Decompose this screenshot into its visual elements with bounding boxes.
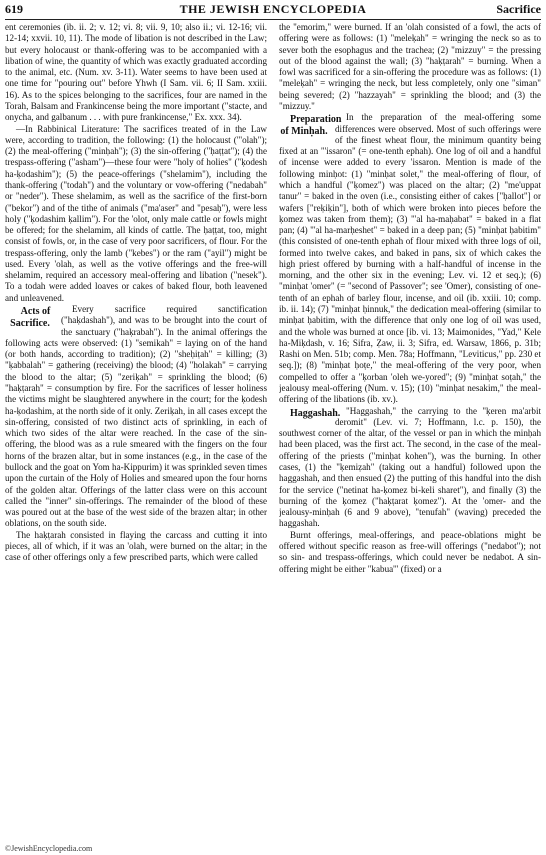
side-heading: Preparation of Minḥah. (280, 114, 342, 138)
paragraph (279, 406, 541, 530)
paragraph-text: In the preparation of the meal-offering some differences were observed. Most of such offerings were of the finest wheat flour, the minimum quantity being fixed at an "'issaron" (= one-tenth ephah). One log of oil and a handful of incense were added to every 'issaron. Mention is made of the following minḥot: (1) "minḥat solet," the meal-offering of flour, of which a handful ("ḳomez") was placed on the altar; (2) "me'uppat tanur" = baked in the oven (i.e., consisting either of cakes ["ḥallot"] or wafers ["reḳiḳin"], both of which were broken into pieces before the ḳomez was taken from them); (3) "'al ha-maḥabat" = baked in a flat pan; (4) "'al ha-marḥeshet" = baked in a deep pan; (5) "minḥat ḥabitim" (this consisted of one-tenth ephah of flour mixed with three logs of oil, formed into twelve cakes, and baked in pans, six of which cakes the high priest offered by burning with a half-handful of incense in the morning, and the other six in the evening; Lev. vi. 12 et seq.); (6) "minḥat 'omer" (= "second of Passover"; see 'Omer), consisting of one-tenth of an ephah of barley flour, incense, and oil (ib. xxiii. 10; comp. ib. ii. 14); (7) "minḥat ḥinnuk," the dedication meal-offering (similar to minḥat ḥabitim, with the difference that only one log of oil was used, and the whole was burned at once [ib. vi. 13; Maimonides, "Yad," Kele ha-Miḳdash, v. 16; Sifra, Ẓaw, ii. 3; Sifra, ed. Warsaw, 1866, p. 31b; Rashi on Men. 51b; comp. Men. 78a; Hoffmann, "Leviticus," pp. 230 et seq.]); (8) "minḥat ḥoṭe," the meal-offering of the very poor, when compelled to offer a "ḳorban 'oleh we-yored"; (9) "minḥat soṭah," the jealousy meal-offering (Num. v. 15); (10) "minḥat nesakim," the meal-offering of the libations (ib. xv.). (279, 112, 541, 405)
header-rule (5, 19, 541, 20)
side-heading: Haggashah. (290, 407, 341, 419)
paragraph: —In Rabbinical Literature: The sacrifices treated of in the Law were, according to tradition, the following: (1) the holocaust ("'olah"); (2) the meal-offering ("minḥah"); (3) the sin-offering ("ḥaṭṭat"); (4) the trespass-offering ("asham")—these four were "holy of holies" ("ḳodesh ha-ḳodashim"); (5) the peace-offerings ("shelamim"), including the thank-offering ("todah") and the voluntary or vow-offering ("nedabah" or "neder"). These shelamim, as well as the sacrifice of the first-born ("bekor") and of the tithe of animals ("ma'aser" and "pesaḥ"), were less holy ("ḳodashim ḳallim"). For the 'olot, only male cattle or fowls might be offered; for the shelamim, all kinds of cattle. The ḥaṭṭat, too, might consist of fowls, or, in the case of very poor sacrificers, of flour. For the trespass-offering, only the lamb ("kebes") or the ram ("ayil") might be used. Every 'olah, as well as the votive offerings and the free-will shelamim, required an accessory meal-offering and libation ("nesek"). To a todah were added loaves or cakes of baked flour, both leavened and unleavened. (5, 123, 267, 303)
paragraph: Burnt offerings, meal-offerings, and peace-oblations might be offered without specific reason as free-will offerings ("nedabot"); not so sin- and trespass-offerings, which could never be nedabot. A sin-offering might be either "kabua'" (fixed) or a (279, 529, 541, 574)
side-heading: Acts of Sacrifice. (10, 306, 51, 330)
running-title: THE JEWISH ENCYCLOPEDIA (179, 2, 367, 16)
page-number: 619 (5, 2, 23, 16)
section-title: Sacrifice (496, 2, 541, 16)
paragraph: The haḳṭarah consisted in flaying the carcass and cutting it into pieces, all of which, if it was an 'olah, were burned on the altar; in the case of other offerings only a few prescribed parts, which were called (5, 529, 267, 563)
paragraph: the "emorim," were burned. If an 'olah consisted of a fowl, the acts of offering were as follows: (1) "meleḳah" = wringing the neck so as to sever both the esophagus and the trachea; (2) "mizzuy" = the pressing out of the blood against the wall; (3) "haḳṭarah" = burning. When a fowl was sacrificed for a sin-offering the procedure was as follows: (1) "meleḳah" = wringing the neck, but less completely, only one "siman" being severed; (2) "hazzayah" = sprinkling the blood; and (3) the "mizzuy." (279, 22, 541, 111)
footer-credit: ©JewishEncyclopedia.com (5, 844, 93, 853)
paragraph (5, 304, 267, 530)
page-header (5, 0, 541, 20)
left-column (5, 22, 267, 834)
right-column (279, 22, 541, 834)
paragraph-text: "Haggashah," the carrying to the "ḳeren ma'arbit deromit" (Lev. vi. 7; Hoffmann, l.c. p. 150), the southwest corner of the altar, of the vessel or pan in which the minḥah had been placed, was the first act. The second, in the case of the meal-offering of the priests ("minḥat kohen"), was the burning. In other cases, (1) the "ḳemiẓah" (taking out a handful) followed upon the haggashah, and then ensued (2) the putting of this handful into the dish for the service ("netinat ha-ḳomez bi-keli sharet"), and finally (3) the burning of the ḳomez ("haḳṭarat ḳomez"). At the 'omer- and the jealousy-minḥah (6 and 9 above), "tenufah" (waving) preceded the haggashah. (279, 405, 541, 529)
paragraph: ent ceremonies (ib. ii. 2; v. 12; vi. 8; vii. 9, 10; also ii.; vi. 12-16; vii. 12-14; xxvii. 10, 11). The mode of libation is not described in the Law; but every holocaust or thank-offering was to be accompanied with a libation of wine, the quantity of which was exactly graduated according to the animal, etc. (Num. xv. 3-11). Water seems to have been used at one time for "pouring out" before Yhwh (I Sam. vii. 6; II Sam. xxiii. 16). As to the spices belonging to the sacrifices, four are named in the Torah, Balsam and Frankincense being the more important ("stacte, and onycha, and galbanum . . . with pure frankincense," Ex. xxx. 34). (5, 22, 267, 123)
paragraph (279, 112, 541, 405)
paragraph-text: Every sacrifice required sanctification ("haḳdashah"), and was to be brought into the court of the sanctuary ("haḳrabah"). In the animal offerings the following acts were observed: (1) "semikah" = laying on of the hand (or both hands, according to tradition); (2) "sheḥiṭah" = killing; (3) "ḳabbalah" = gathering (receiving) the blood; (4) "holakah" = carrying the blood to the altar; (5) "zeriḳah" = sprinkling the blood; (6) "haḳṭarah" = consumption by fire. For the sacrifices of lesser holiness the victims might be slaughtered anywhere in the court; for the ḳodesh ha-ḳodashim, at the north side of it only. Zeriḳah, in all cases except the sin-offering, consisted of two distinct acts of sprinkling, in each of which two sides of the altar were reached. In the case of the sin-offering, the blood was as a rule smeared with the fingers on the four horns of the brazen altar, but in some instances (e.g., in the case of the bullock and the goat on Yom ha-Kippurim) it was sprinkled seven times upon the curtain of the Holy of Holies and smeared upon the four horns of the golden altar. Offerings of the latter class were on this account called the "inner" sin-offerings. The remainder of the blood of these was poured out at the base of the west side of the brazen altar; in other oblations, on the south side. (5, 304, 267, 529)
